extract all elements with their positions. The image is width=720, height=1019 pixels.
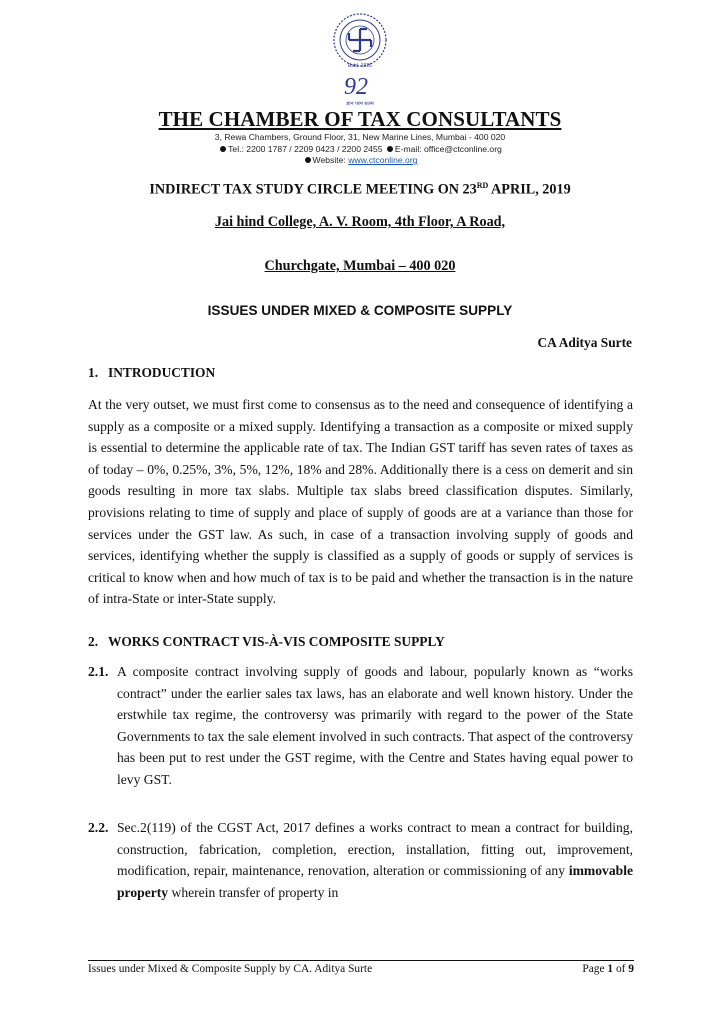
topic-title: ISSUES UNDER MIXED & COMPOSITE SUPPLY xyxy=(207,303,513,318)
subsection-text-end: wherein transfer of property in xyxy=(168,884,339,900)
section-number: 2. xyxy=(88,634,99,649)
section-number: 1. xyxy=(88,365,99,380)
author-name: CA Aditya Surte xyxy=(537,335,632,350)
current-page: 1 xyxy=(607,963,614,975)
logo-anniversary-number: 92 xyxy=(344,74,368,100)
website-label: Website: xyxy=(312,155,349,165)
bold-term: immovable property xyxy=(117,863,633,900)
subsection-text-start: Sec.2(119) of the CGST Act, 2017 defines a works contract to mean a contract for building, construction, fabrication, completion, erection, installation, fitting out, improvement, modification, repair, maintenance, renovation, alteration or commissioning of any xyxy=(117,820,633,879)
subsection-number: 2.2. xyxy=(88,820,109,835)
bullet-icon xyxy=(305,157,311,163)
page-number xyxy=(582,963,634,975)
meeting-date-suffix: RD xyxy=(476,181,489,190)
venue-line-2: Churchgate, Mumbai – 400 020 xyxy=(264,258,456,274)
subsection-text xyxy=(117,817,633,903)
organization-title: THE CHAMBER OF TAX CONSULTANTS xyxy=(158,107,562,131)
section-title: INTRODUCTION xyxy=(108,365,216,380)
website-link[interactable]: www.ctconline.org xyxy=(348,155,418,165)
bullet-icon xyxy=(387,146,393,152)
subsection-text: A composite contract involving supply of goods and labour, popularly known as “works contract” under the earlier sales tax laws, has an elaborate and well known history. Under the erstwhile tax regime, the controversy was primarily with regard to the power of the State Governments to tax the sale element involved in such contracts. That aspect of the controversy has been put to rest under the GST regime, with the Centre and States having equal power to levy GST. xyxy=(117,664,633,787)
telephone-numbers: Tel.: 2200 1787 / 2209 0423 / 2200 2455 xyxy=(228,144,383,154)
bullet-icon xyxy=(220,146,226,152)
website-line xyxy=(0,155,720,165)
section-title: WORKS CONTRACT VIS-À-VIS COMPOSITE SUPPLY xyxy=(108,634,445,649)
meeting-title-text: INDIRECT TAX STUDY CIRCLE MEETING ON 23 xyxy=(149,181,477,198)
meeting-title xyxy=(0,181,720,199)
organization-address: 3, Rewa Chambers, Ground Floor, 31, New Marine Lines, Mumbai - 400 020 xyxy=(214,132,506,142)
meeting-month-year: APRIL, 2019 xyxy=(488,181,571,198)
logo-estd-text: Estd. 1926 xyxy=(348,63,372,69)
swastika-emblem-icon xyxy=(331,12,389,108)
chamber-logo xyxy=(331,12,389,108)
footer-divider xyxy=(88,960,634,961)
section-heading-works-contract xyxy=(88,634,445,650)
of-label: of xyxy=(613,963,629,975)
email-address: E-mail: office@ctconline.org xyxy=(394,144,502,154)
footer-title: Issues under Mixed & Composite Supply by CA. Aditya Surte xyxy=(88,963,373,975)
section-heading-introduction xyxy=(88,365,215,381)
introduction-paragraph: At the very outset, we must first come to consensus as to the need and consequence of identifying a supply as a composite or a mixed supply. Identifying a transaction as a composite or mixed supply is essential to determine the applicable rate of tax. The Indian GST tariff has seven rates of taxes as of today – 0%, 0.25%, 3%, 5%, 12%, 18% and 28%. Additionally there is a cess on demerit and sin goods resulting in more tax slabs. Multiple tax slabs breed classification disputes. Similarly, provisions relating to time of supply and place of supply of goods are at a variance than those for services under the GST law. As such, in case of a transaction involving supply of goods and services, identifying whether the supply is classified as a supply of goods or supply of services is critical to know when and how much of tax is to be paid and whether the transaction is in the nature of intra-State or inter-State supply. xyxy=(88,397,633,607)
total-pages: 9 xyxy=(628,963,634,975)
page-label: Page xyxy=(582,963,608,975)
logo-motto: ज्ञान परम बलम xyxy=(346,101,374,107)
subsection-number: 2.1. xyxy=(88,664,109,679)
venue-line-1: Jai hind College, A. V. Room, 4th Floor, A Road, xyxy=(214,214,506,230)
contact-line xyxy=(0,144,720,154)
